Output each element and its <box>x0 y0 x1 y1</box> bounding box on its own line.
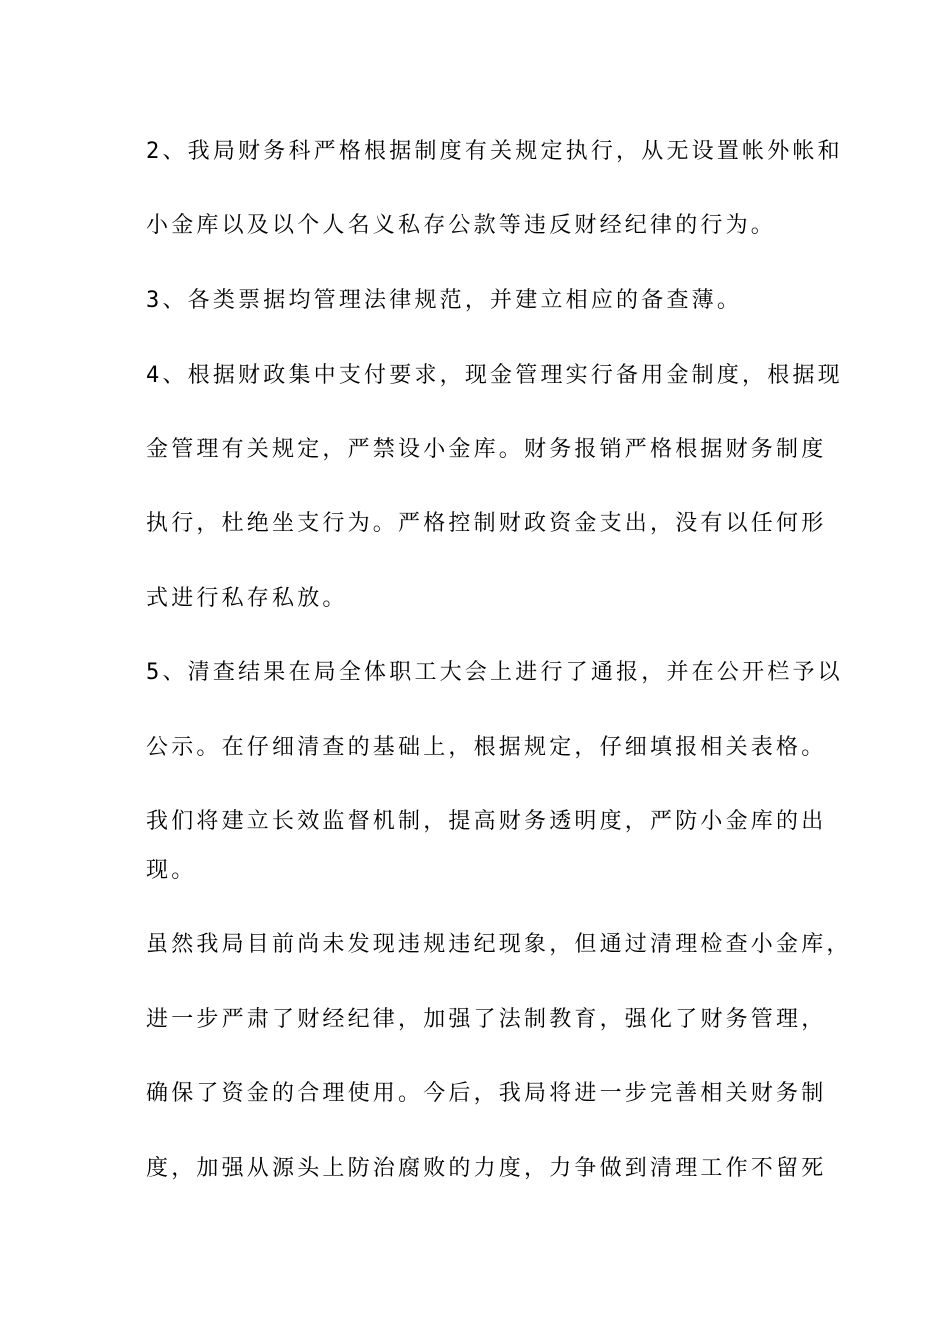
text-line: 4、根据财政集中支付要求，现金管理实行备用金制度，根据现 <box>146 363 843 388</box>
text-line: 式进行私存私放。 <box>146 586 348 611</box>
text-line: 3、各类票据均管理法律规范，并建立相应的备查薄。 <box>146 288 743 313</box>
text-line: 公示。在仔细清查的基础上，根据规定，仔细填报相关表格。 <box>146 735 827 760</box>
text-line: 度，加强从源头上防治腐败的力度，力争做到清理工作不留死 <box>146 1156 827 1181</box>
text-line: 现。 <box>146 858 197 883</box>
text-line: 确保了资金的合理使用。今后，我局将进一步完善相关财务制 <box>146 1081 827 1106</box>
text-line: 小金库以及以个人名义私存公款等违反财经纪律的行为。 <box>146 213 777 238</box>
text-line: 2、我局财务科严格根据制度有关规定执行，从无设置帐外帐和 <box>146 139 843 164</box>
text-line: 5、清查结果在局全体职工大会上进行了通报，并在公开栏予以 <box>146 660 843 685</box>
text-line: 虽然我局目前尚未发现违规违纪现象，但通过清理检查小金库， <box>146 932 852 957</box>
text-line: 金管理有关规定，严禁设小金库。财务报销严格根据财务制度 <box>146 437 827 462</box>
text-line: 我们将建立长效监督机制，提高财务透明度，严防小金库的出 <box>146 809 827 834</box>
text-line: 进一步严肃了财经纪律，加强了法制教育，强化了财务管理， <box>146 1007 827 1032</box>
text-line: 执行，杜绝坐支行为。严格控制财政资金支出，没有以任何形 <box>146 511 827 536</box>
